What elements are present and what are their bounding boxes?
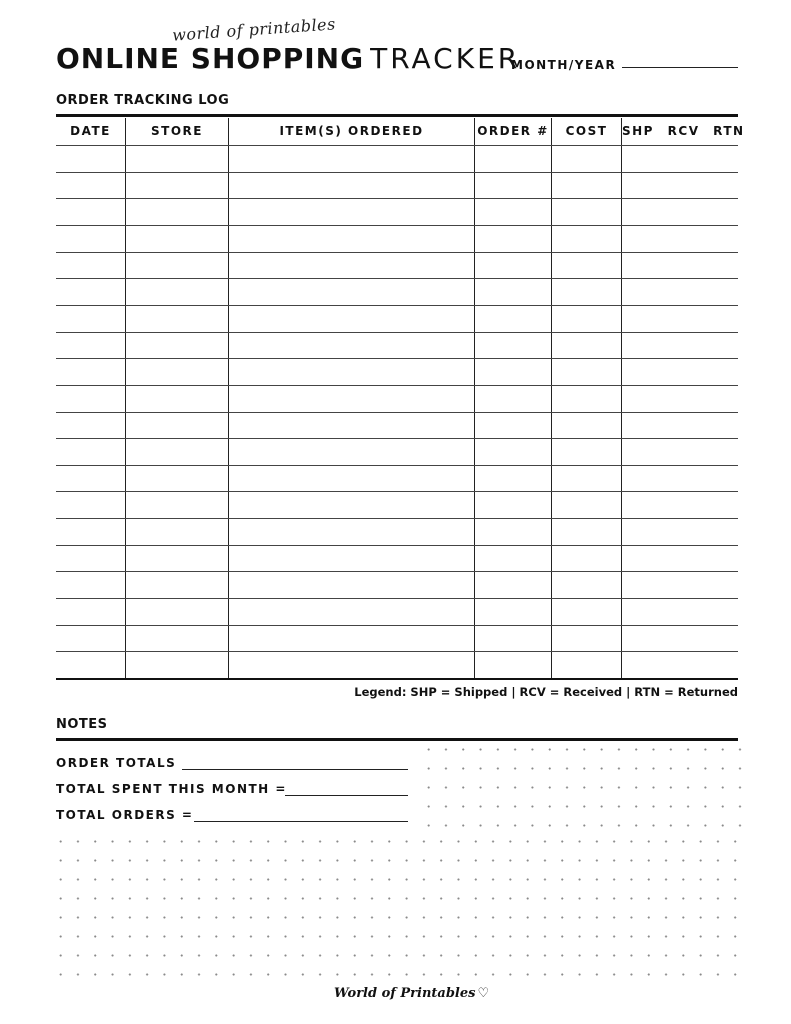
brand-script: world of printables (171, 14, 337, 45)
page-title (56, 42, 520, 75)
col-header-items: ITEM(S) ORDERED (279, 124, 424, 138)
heart-icon: ♡ (477, 986, 490, 1001)
table-row[interactable] (56, 172, 738, 173)
table-row[interactable] (56, 385, 738, 386)
col-divider (474, 118, 475, 679)
table-row[interactable] (56, 198, 738, 199)
col-header-status: SHP RCV RTN (622, 124, 745, 138)
month-year-label: MONTH/YEAR (511, 58, 617, 72)
col-header-store: STORE (151, 124, 203, 138)
table-row[interactable] (56, 438, 738, 439)
table-row[interactable] (56, 571, 738, 572)
col-header-date: DATE (70, 124, 111, 138)
table-row[interactable] (56, 598, 738, 599)
col-divider (228, 118, 229, 679)
col-divider (125, 118, 126, 679)
legend: Legend: SHP = Shipped | RCV = Received | RTN = Returned (354, 685, 738, 699)
order-totals-label: ORDER TOTALS (56, 756, 177, 770)
order-totals-field[interactable] (182, 769, 408, 770)
col-header-cost: COST (565, 124, 608, 138)
title-light: TRACKER (370, 42, 521, 75)
table-row[interactable] (56, 412, 738, 413)
table-row[interactable] (56, 305, 738, 306)
month-year-field[interactable] (622, 67, 738, 68)
col-divider (621, 118, 622, 679)
dot-grid-bottom[interactable] (52, 832, 742, 978)
footer-brand-text: World of Printables (334, 986, 476, 1001)
table-row[interactable] (56, 225, 738, 226)
table-row[interactable] (56, 625, 738, 626)
title-bold: ONLINE SHOPPING (56, 42, 365, 75)
table-row[interactable] (56, 545, 738, 546)
table-row[interactable] (56, 278, 738, 279)
table-row[interactable] (56, 145, 738, 146)
table-row[interactable] (56, 651, 738, 652)
dot-grid-right[interactable] (420, 740, 742, 832)
total-orders-field[interactable] (194, 821, 408, 822)
col-divider (551, 118, 552, 679)
total-spent-label: TOTAL SPENT THIS MONTH = (56, 782, 287, 796)
total-spent-field[interactable] (285, 795, 408, 796)
table-row[interactable] (56, 465, 738, 466)
table-row[interactable] (56, 252, 738, 253)
col-header-order-number: ORDER # (477, 124, 549, 138)
table-row[interactable] (56, 491, 738, 492)
log-heading: ORDER TRACKING LOG (56, 93, 230, 108)
table-row[interactable] (56, 518, 738, 519)
total-orders-label: TOTAL ORDERS = (56, 808, 194, 822)
log-bottom-rule (56, 678, 738, 680)
table-row[interactable] (56, 332, 738, 333)
notes-heading: NOTES (56, 717, 108, 732)
order-table (56, 118, 745, 679)
log-top-rule (56, 114, 738, 117)
footer-brand (334, 986, 489, 1001)
table-row[interactable] (56, 358, 738, 359)
